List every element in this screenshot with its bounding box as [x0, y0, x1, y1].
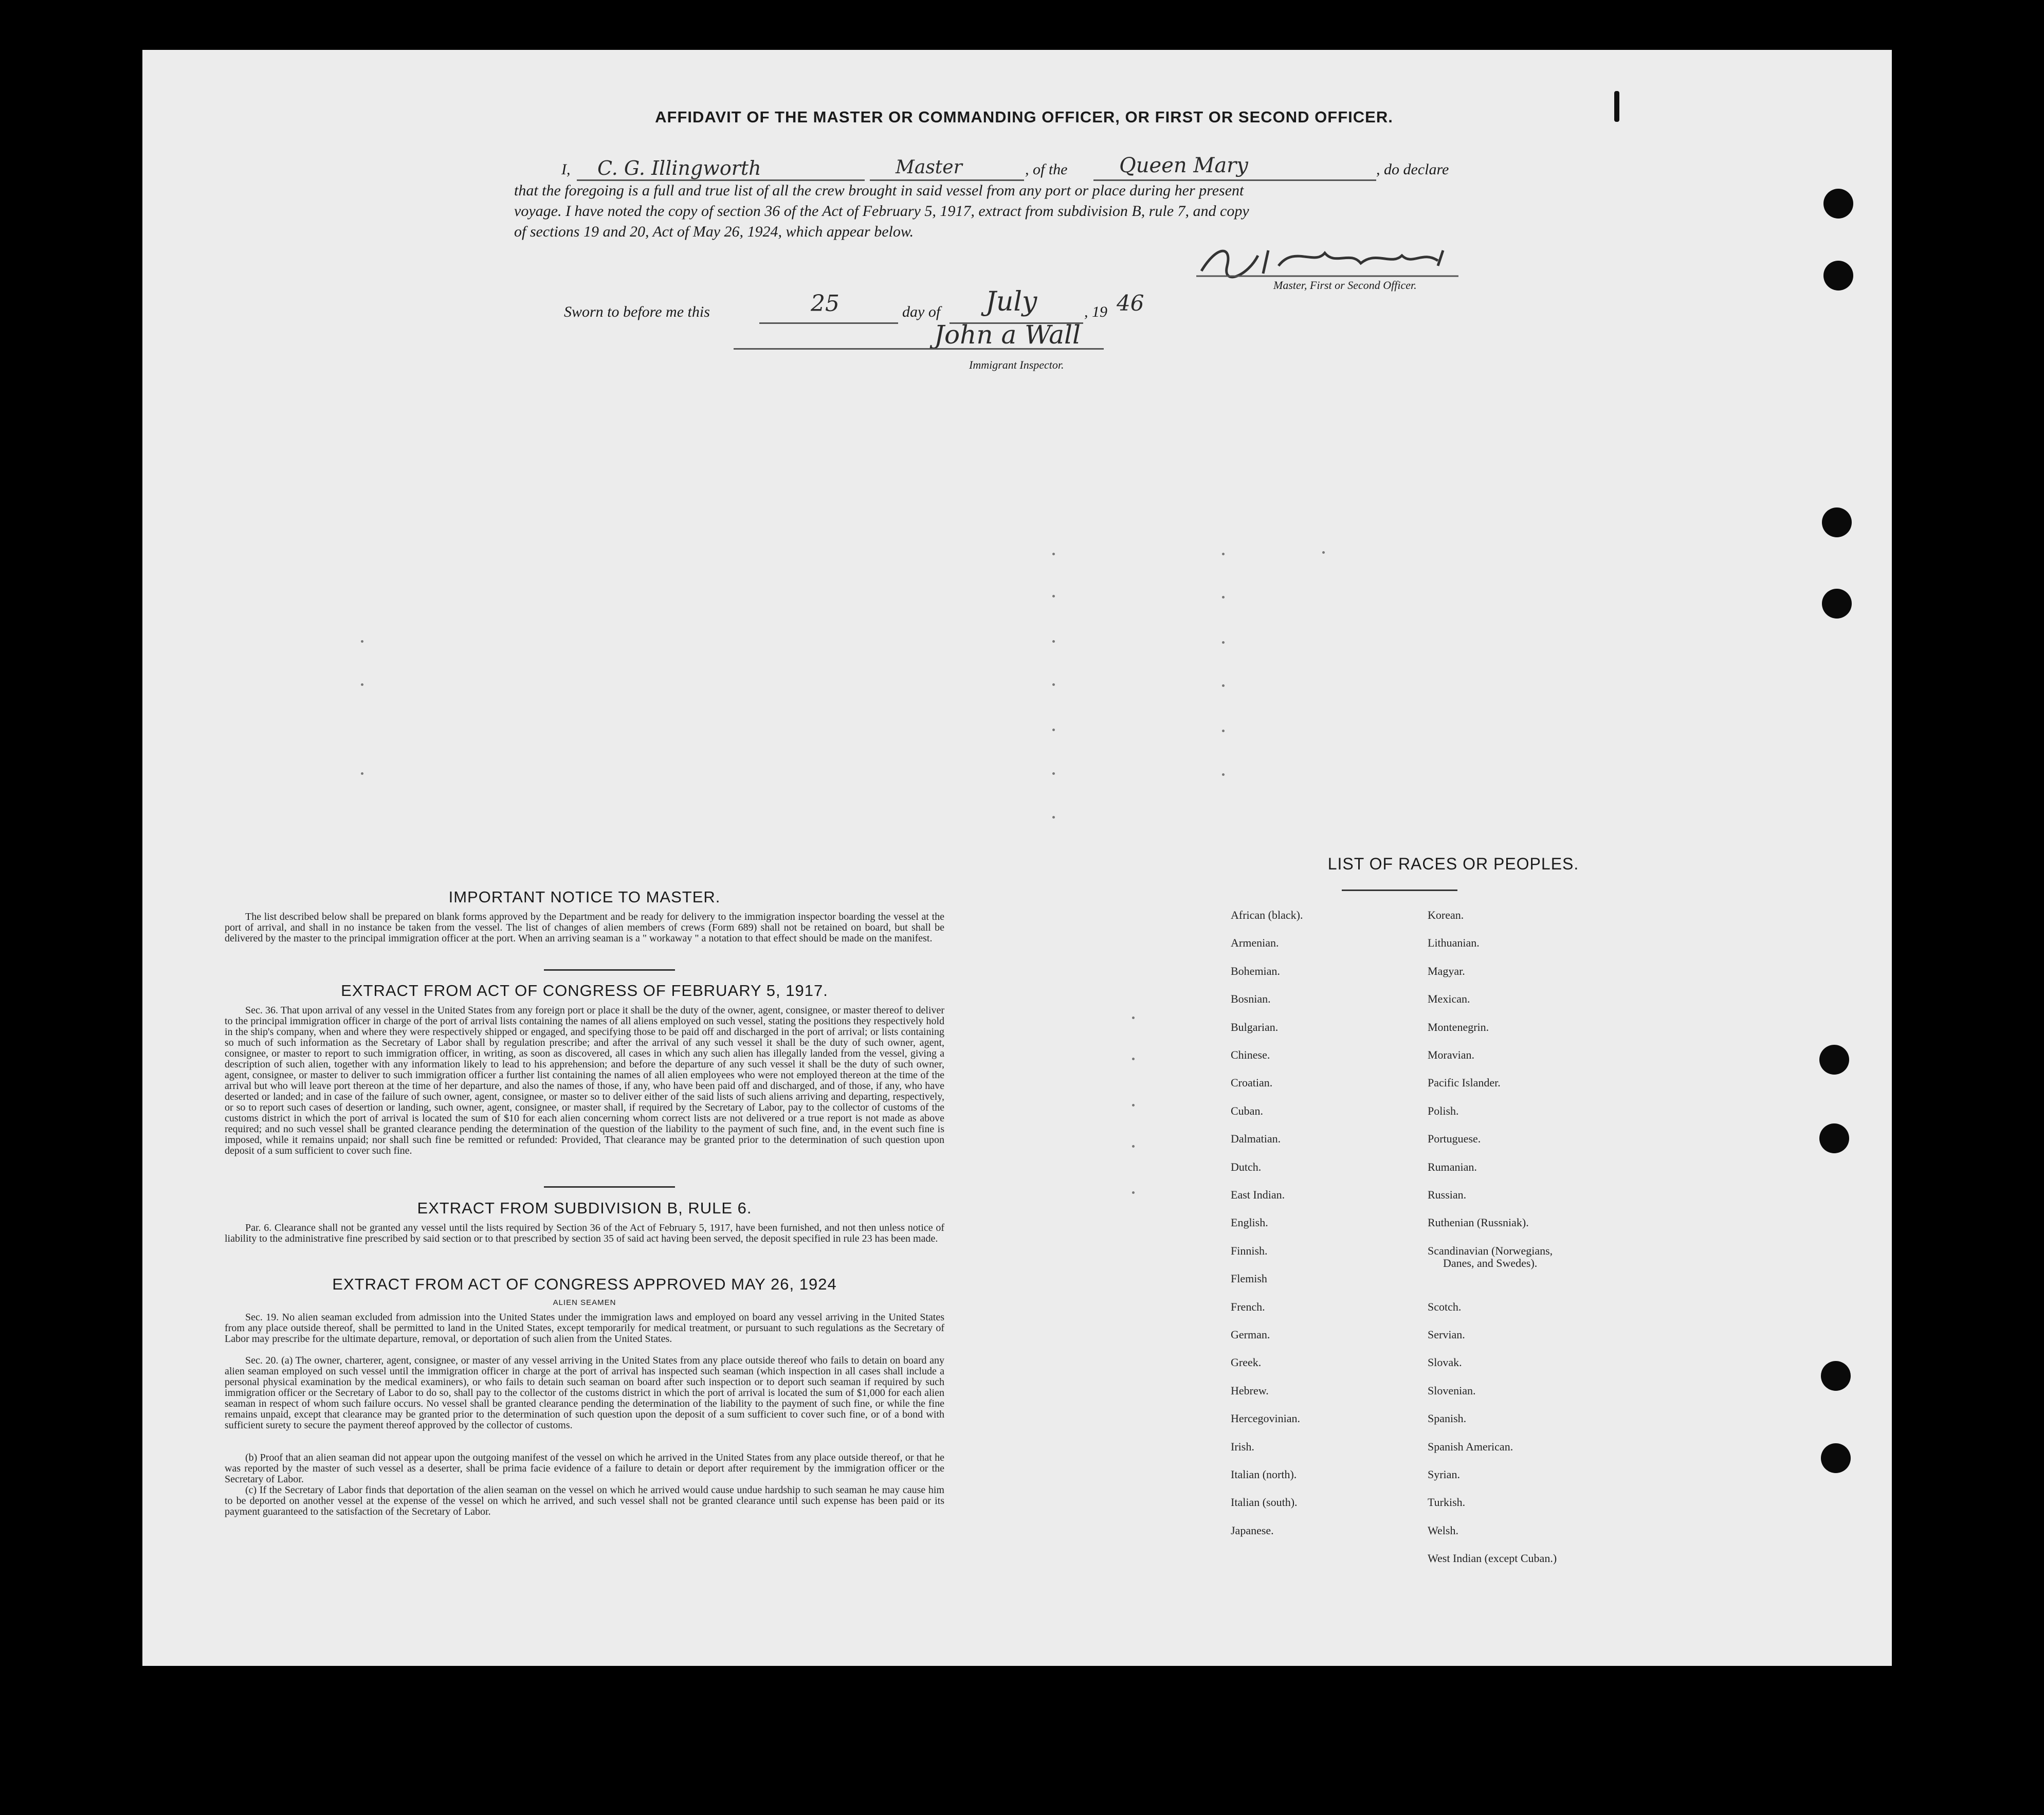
- subdivision-b-text: Par. 6. Clearance shall not be granted any vessel until the lists required by Section 36 of the Act of February 5, 1917, have been furnished, and not then unless notice of liability to the administrative fine prescribed by said section or to that prescribed by section 35 of said act having been served, the deposit specified in rule 23 has been made.: [225, 1222, 944, 1244]
- day-of-label: day of: [902, 303, 941, 320]
- race-item: Irish.: [1231, 1440, 1254, 1453]
- race-item: Spanish American.: [1428, 1440, 1513, 1453]
- extract-1924-sec20c: (c) If the Secretary of Labor finds that deportation of the alien seaman on the vessel on which he arrived would cause undue hardship to such seaman he may cause him to be deported on another vessel at the expense of the vessel on which he arrived, and such vessel shall not be granted clearance until such expense has been paid or its payment guaranteed to the satisfaction of the Secretary of Labor.: [225, 1484, 944, 1517]
- punch-hole: [1823, 189, 1853, 219]
- i-label: I,: [561, 161, 571, 178]
- race-item: Slovenian.: [1428, 1384, 1476, 1397]
- vessel-name-handwritten: Queen Mary: [1119, 154, 1248, 177]
- race-item: Italian (south).: [1231, 1496, 1298, 1509]
- race-item: Chinese.: [1231, 1048, 1270, 1061]
- punch-hole: [1819, 1045, 1849, 1075]
- race-item: Hercegovinian.: [1231, 1412, 1300, 1425]
- race-item: Scotch.: [1428, 1300, 1462, 1313]
- race-item: Armenian.: [1231, 936, 1279, 950]
- race-item: Japanese.: [1231, 1523, 1274, 1537]
- race-item: Hebrew.: [1231, 1384, 1269, 1397]
- race-item: Turkish.: [1428, 1496, 1466, 1509]
- extract-1924-sec20a: Sec. 20. (a) The owner, charterer, agent, consignee, or master of any vessel arriving in the United States from any place outside thereof who fails to detain on board any alien seaman employed on such vessel until the immigration officer in charge at the port of arrival has inspected such seaman (which inspection in all cases shall include a personal physical examination by the medical examiners), or who fails to detain such seaman on board after such inspection or to deport such seaman if required by such immigration officer or the Secretary of Labor to do so, shall pay to the collector of the customs district in which the port of arrival is located the sum of $1,000 for each alien seaman in respect of whom such failure occurs. No vessel shall be granted clearance pending the determination of the liability to the payment of such fine, or while the fine remains unpaid, except that clearance may be granted prior to the determination of such question upon the deposit of a sum sufficient to cover such fine, or of a bond with sufficient surety to secure the payment thereof approved by the collector of customs.: [225, 1355, 944, 1431]
- year-prefix: , 19: [1084, 303, 1107, 320]
- race-item: Cuban.: [1231, 1104, 1263, 1117]
- sworn-day-handwritten: 25: [811, 291, 840, 317]
- punch-hole: [1822, 507, 1852, 537]
- extract-1924-subtitle: ALIEN SEAMEN: [553, 1298, 616, 1307]
- race-item: Italian (north).: [1231, 1468, 1297, 1481]
- punch-hole: [1823, 261, 1853, 291]
- races-left-column: [1231, 909, 1411, 1592]
- punch-hole: [1821, 1443, 1851, 1473]
- race-item: Danes, and Swedes).: [1443, 1256, 1538, 1269]
- affidavit-title: AFFIDAVIT OF THE MASTER OR COMMANDING OFFICER, OR FIRST OR SECOND OFFICER.: [655, 108, 1393, 126]
- extract-1924-title: EXTRACT FROM ACT OF CONGRESS APPROVED MAY 26, 1924: [332, 1275, 837, 1293]
- races-title: LIST OF RACES OR PEOPLES.: [1327, 855, 1579, 873]
- race-item: Moravian.: [1428, 1048, 1475, 1061]
- document-page: [142, 50, 1892, 1666]
- punch-hole: [1822, 589, 1852, 619]
- race-item: Spanish.: [1428, 1412, 1467, 1425]
- sworn-year-handwritten: 46: [1117, 291, 1144, 316]
- race-item: Ruthenian (Russniak).: [1428, 1216, 1529, 1229]
- race-item: Dutch.: [1231, 1160, 1262, 1173]
- extract-1924-sec20b: (b) Proof that an alien seaman did not appear upon the outgoing manifest of the vessel on which he arrived in the United States from any place outside thereof, or that he was reported by the master of such vessel as a deserter, shall be prima facie evidence of a failure to detain or deport after requirement by the immigration officer or the Secretary of Labor.: [225, 1452, 944, 1485]
- extract-1917-title: EXTRACT FROM ACT OF CONGRESS OF FEBRUARY 5, 1917.: [341, 982, 828, 1000]
- race-item: Lithuanian.: [1428, 936, 1480, 950]
- master-signature: [1196, 235, 1464, 281]
- sworn-month-handwritten: July: [986, 286, 1037, 317]
- race-item: Slovak.: [1428, 1356, 1462, 1369]
- race-item: Greek.: [1231, 1356, 1262, 1369]
- race-item: French.: [1231, 1300, 1265, 1313]
- subdivision-b-title: EXTRACT FROM SUBDIVISION B, RULE 6.: [417, 1199, 752, 1217]
- sworn-label: Sworn to before me this: [564, 303, 710, 320]
- race-item: Bulgarian.: [1231, 1020, 1279, 1033]
- race-item: Welsh.: [1428, 1523, 1458, 1537]
- race-item: Mexican.: [1428, 992, 1470, 1006]
- race-item: Finnish.: [1231, 1244, 1268, 1257]
- notice-title: IMPORTANT NOTICE TO MASTER.: [448, 888, 721, 906]
- race-item: Flemish: [1231, 1272, 1267, 1285]
- punch-mark: [1614, 91, 1619, 122]
- race-item: Magyar.: [1428, 964, 1465, 977]
- punch-hole: [1819, 1123, 1849, 1153]
- race-item: West Indian (except Cuban.): [1428, 1552, 1557, 1565]
- race-item: Dalmatian.: [1231, 1132, 1281, 1146]
- race-item: African (black).: [1231, 909, 1303, 921]
- do-declare-label: , do declare: [1376, 161, 1449, 178]
- affidavit-line2: that the foregoing is a full and true list of all the crew brought in said vessel from any port or place during her present: [514, 182, 1244, 199]
- inspector-label: Immigrant Inspector.: [969, 358, 1064, 371]
- race-item: Russian.: [1428, 1188, 1467, 1201]
- race-item: Servian.: [1428, 1328, 1465, 1341]
- race-item: Pacific Islander.: [1428, 1076, 1501, 1090]
- affidavit-line3: voyage. I have noted the copy of section 36 of the Act of February 5, 1917, extract from subdivision B, rule 7, and copy: [514, 203, 1249, 220]
- affidavit-line4: of sections 19 and 20, Act of May 26, 1924, which appear below.: [514, 223, 914, 240]
- extract-1917-text: Sec. 36. That upon arrival of any vessel in the United States from any foreign port or place it shall be the duty of the owner, agent, consignee, or master thereof to deliver to the principal immigration officer in charge of the port of arrival lists containing the names of all aliens employed on such vessel, stating the positions they respectively hold in the ship's company, when and where they were respectively shipped or engaged, and specifying those to be paid off and discharged in the port of arrival; or lists containing so much of such information as the Secretary of Labor shall by regulation prescribe; and after the arrival of any such vessel it shall be the duty of such owner, agent, consignee, or master to report to such immigration officer, in writing, as soon as discovered, all cases in which any such alien has illegally landed from the vessel, giving a description of such alien, together with any information likely to lead to his apprehension; and before the departure of any such vessel it shall be the duty of such owner, agent, consignee, or master to deliver to such immigration officer a further list containing the names of all alien employees who were not employed thereon at the time of the arrival but who will leave port thereon at the time of her departure, and also the names of those, if any, who have been paid off and discharged, and of those, if any, who have deserted or landed; and in case of the failure of such owner, agent, consignee, or master so to deliver either of the said lists of such aliens arriving and departing, respectively, or so to report such cases of desertion or landing, such owner, agent, consignee, or master shall, if required by the Secretary of Labor, pay to the collector of customs of the customs district in which the port of arrival is located the sum of $10 for each alien concerning whom correct lists are not delivered or a true report is not made as above required; and no such vessel shall be granted clearance pending the determination of the question of the liability to the payment of such fine, and, in the event such fine is imposed, while it remains unpaid; nor shall such fine be remitted or refunded: Provided, That clearance may be granted prior to the determination of such question upon deposit of a sum sufficient to cover such fine.: [225, 1005, 944, 1156]
- notice-text: The list described below shall be prepared on blank forms approved by the Department and be ready for delivery to the immigration inspector boarding the vessel at the port of arrival, and shall in no instance be taken from the vessel. The list of changes of alien members of crews (Form 689) shall not be retained on board, but shall be delivered by the master to the principal immigration officer at the port. When an arriving seaman is a " workaway " a notation to that effect should be made on the manifest.: [225, 911, 944, 944]
- master-name-handwritten: C. G. Illingworth: [597, 157, 761, 179]
- race-item: Portuguese.: [1428, 1132, 1481, 1146]
- race-item: Rumanian.: [1428, 1160, 1477, 1173]
- race-item: Korean.: [1428, 909, 1464, 921]
- of-the-label: , of the: [1025, 161, 1068, 178]
- race-item: Montenegrin.: [1428, 1020, 1489, 1033]
- master-signature-label: Master, First or Second Officer.: [1273, 279, 1417, 292]
- race-item: Polish.: [1428, 1104, 1459, 1117]
- punch-hole: [1821, 1361, 1851, 1391]
- extract-1924-sec19: Sec. 19. No alien seaman excluded from admission into the United States under the immigration laws and employed on board any vessel arriving in the United States from any place outside thereof, shall be permitted to land in the United States, except temporarily for medical treatment, or pursuant to such regulations as the Secretary of Labor may prescribe for the ultimate departure, removal, or deportation of such alien from the United States.: [225, 1312, 944, 1345]
- race-item: Bohemian.: [1231, 964, 1280, 977]
- race-item: Syrian.: [1428, 1468, 1460, 1481]
- race-item: Bosnian.: [1231, 992, 1271, 1006]
- race-item: English.: [1231, 1216, 1268, 1229]
- race-item: German.: [1231, 1328, 1270, 1341]
- race-item: Scandinavian (Norwegians,: [1428, 1244, 1553, 1257]
- races-right-column: [1428, 909, 1644, 1592]
- race-item: East Indian.: [1231, 1188, 1285, 1201]
- race-item: Croatian.: [1231, 1076, 1273, 1090]
- inspector-signature: John a Wall: [934, 320, 1081, 350]
- rank-handwritten: Master: [896, 157, 962, 178]
